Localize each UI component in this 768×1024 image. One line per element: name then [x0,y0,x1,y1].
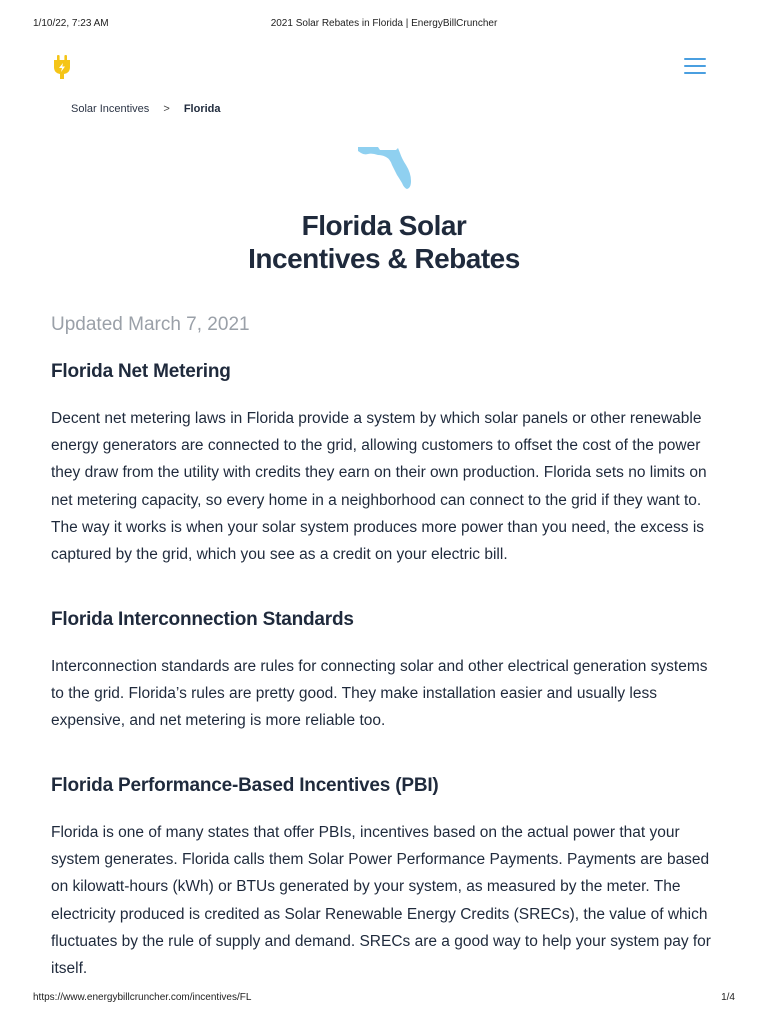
updated-date: Updated March 7, 2021 [51,314,250,335]
section-body-interconnection: Interconnection standards are rules for connecting solar and other electrical generation systems to the grid. Florida’s rules are pretty good. They make installation easier and usually less expensive, and net metering is more reliable too. [51,658,708,730]
print-page-number: 1/4 [721,992,735,1003]
breadcrumb-link-solar-incentives[interactable]: Solar Incentives [71,103,150,115]
breadcrumb-current: Florida [183,103,221,115]
section-heading-pbi: Florida Performance-Based Incentives (PBI) [51,775,439,796]
page-title-line-2: Incentives & Rebates [248,243,520,274]
section-body-net-metering: Decent net metering laws in Florida provide a system by which solar panels or other renewable energy generators are connected to the grid, allowing customers to offset the cost of the power they draw from the utility with credits they earn on their own production. Florida sets no limits on net metering capacity, so every home in a neighborhood can connect to the grid if they want to. The way it works is when your solar system produces more power than you need, the excess is captured by the grid, which you see as a credit on your electric bill. [51,410,707,564]
florida-map-icon [356,145,414,191]
page-title [0,209,768,275]
breadcrumb [71,103,221,115]
section-body-pbi: Florida is one of many states that offer PBIs, incentives based on the actual power that your system generates. Florida calls them Solar Power Performance Payments. Payments are based on kilowatt-hours (kWh) or BTUs generated by your system, as measured by the meter. The electricity produced is credited as Solar Renewable Energy Credits (SRECs), the value of which fluctuates by the rule of supply and demand. SRECs are a good way to help your system pay for itself. [51,824,711,978]
breadcrumb-separator: > [163,103,170,115]
hamburger-menu-icon[interactable] [682,58,708,78]
print-url: https://www.energybillcruncher.com/incentives/FL [33,992,252,1003]
print-page-title: 2021 Solar Rebates in Florida | EnergyBillCruncher [270,18,498,29]
print-header [33,18,735,32]
plug-bolt-icon[interactable] [52,55,72,79]
print-footer [33,992,735,1006]
print-datetime: 1/10/22, 7:23 AM [33,18,109,29]
section-heading-interconnection: Florida Interconnection Standards [51,609,354,630]
section-heading-net-metering: Florida Net Metering [51,361,231,382]
page-title-line-1: Florida Solar [301,210,467,241]
